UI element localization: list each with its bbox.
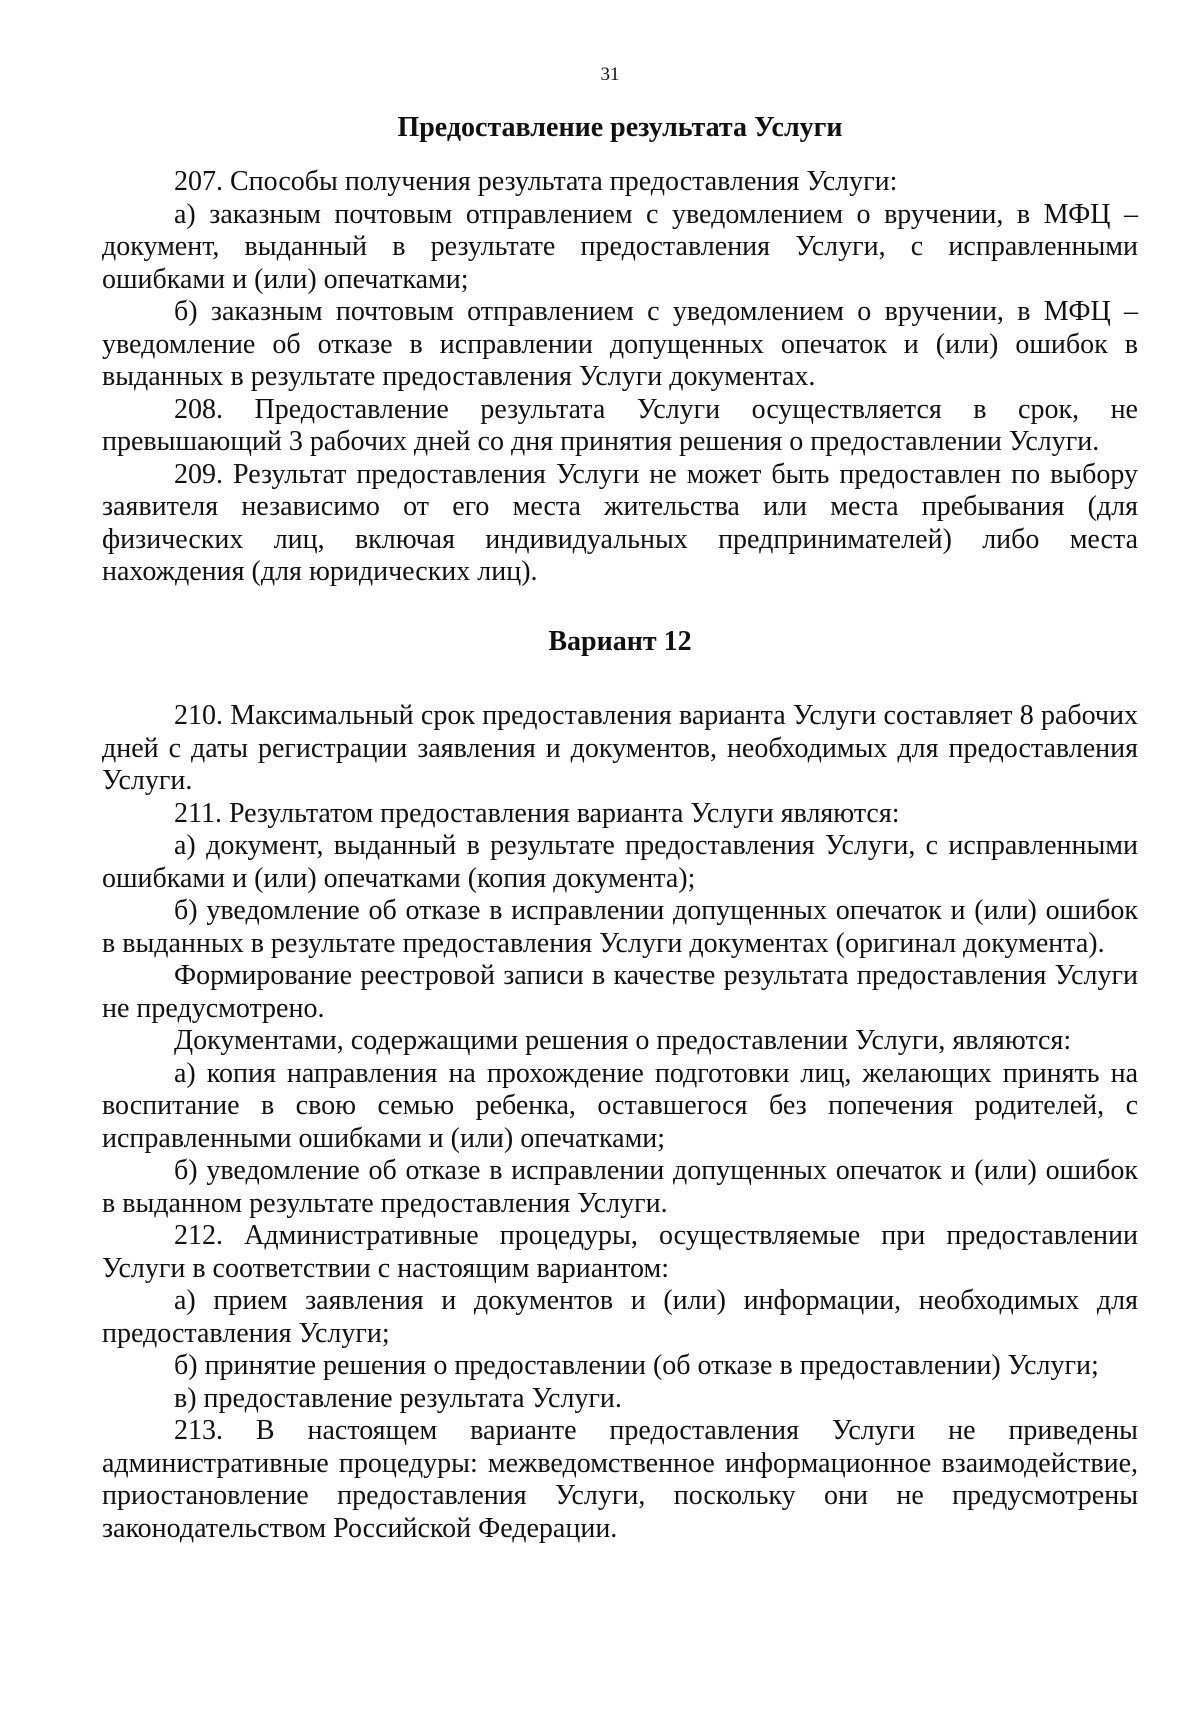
paragraph-decision-documents-a: а) копия направления на прохождение подготовки лиц, желающих принять на воспитание в свою семью ребенка, оставшегося без попечения родителей, с исправленными ошибками и (или) опечатками;	[102, 1057, 1138, 1154]
paragraph-212-b: б) принятие решения о предоставлении (об отказе в предоставлении) Услуги;	[174, 1350, 1099, 1381]
section-title-variant-12: Вариант 12	[548, 626, 692, 657]
paragraph-213: 213. В настоящем варианте предоставления Услуги не приведены административные процедуры: межведомственное информационное взаимодействие, приостановление предоставления Услуги, поскольку они не предусмотрены законодательством Российской Федерации.	[102, 1415, 1138, 1544]
paragraph-212: 212. Административные процедуры, осуществляемые при предоставлении Услуги в соответствии с настоящим вариантом:	[102, 1220, 1138, 1284]
paragraph-211-a: а) документ, выданный в результате предоставления Услуги, с исправленными ошибками и (или) опечатками (копия документа);	[102, 830, 1138, 894]
paragraph-decision-documents-b: б) уведомление об отказе в исправлении допущенных опечаток и (или) ошибок в выданном результате предоставления Услуги.	[102, 1155, 1138, 1219]
section-title-result: Предоставление результата Услуги	[397, 112, 843, 143]
paragraph-210: 210. Максимальный срок предоставления варианта Услуги составляет 8 рабочих дней с даты регистрации заявления и документов, необходимых для предоставления Услуги.	[102, 700, 1138, 796]
paragraph-212-c: в) предоставление результата Услуги.	[174, 1382, 622, 1414]
paragraph-207: 207. Способы получения результата предоставления Услуги:	[174, 166, 898, 197]
paragraph-registry-record: Формирование реестровой записи в качестве результата предоставления Услуги не предусмотрено.	[102, 960, 1138, 1024]
section-body-result	[102, 166, 1138, 589]
paragraph-209: 209. Результат предоставления Услуги не может быть предоставлен по выбору заявителя независимо от его места жительства или места пребывания (для физических лиц, включая индивидуальных предпринимателей) либо места нахождения (для юридических лиц).	[102, 458, 1138, 587]
paragraph-207-a: а) заказным почтовым отправлением с уведомлением о вручении, в МФЦ – документ, выданный в результате предоставления Услуги, с исправленными ошибками и (или) опечатками;	[102, 198, 1138, 295]
paragraph-212-a: а) прием заявления и документов и (или) информации, необходимых для предоставления Услуги;	[102, 1285, 1138, 1349]
paragraph-207-b: б) заказным почтовым отправлением с уведомлением о вручении, в МФЦ – уведомление об отказе в исправлении допущенных опечаток и (или) ошибок в выданных в результате предоставления Услуги документах.	[102, 296, 1138, 392]
paragraph-208: 208. Предоставление результата Услуги осуществляется в срок, не превышающий 3 рабочих дней со дня принятия решения о предоставлении Услуги.	[102, 393, 1138, 457]
page-number: 31	[600, 64, 620, 85]
section-body-variant-12	[102, 700, 1138, 1545]
paragraph-211: 211. Результатом предоставления варианта Услуги являются:	[174, 797, 900, 829]
paragraph-211-b: б) уведомление об отказе в исправлении допущенных опечаток и (или) ошибок в выданных в результате предоставления Услуги документах (оригинал документа).	[102, 895, 1138, 959]
paragraph-decision-documents: Документами, содержащими решения о предоставлении Услуги, являются:	[174, 1025, 1072, 1056]
